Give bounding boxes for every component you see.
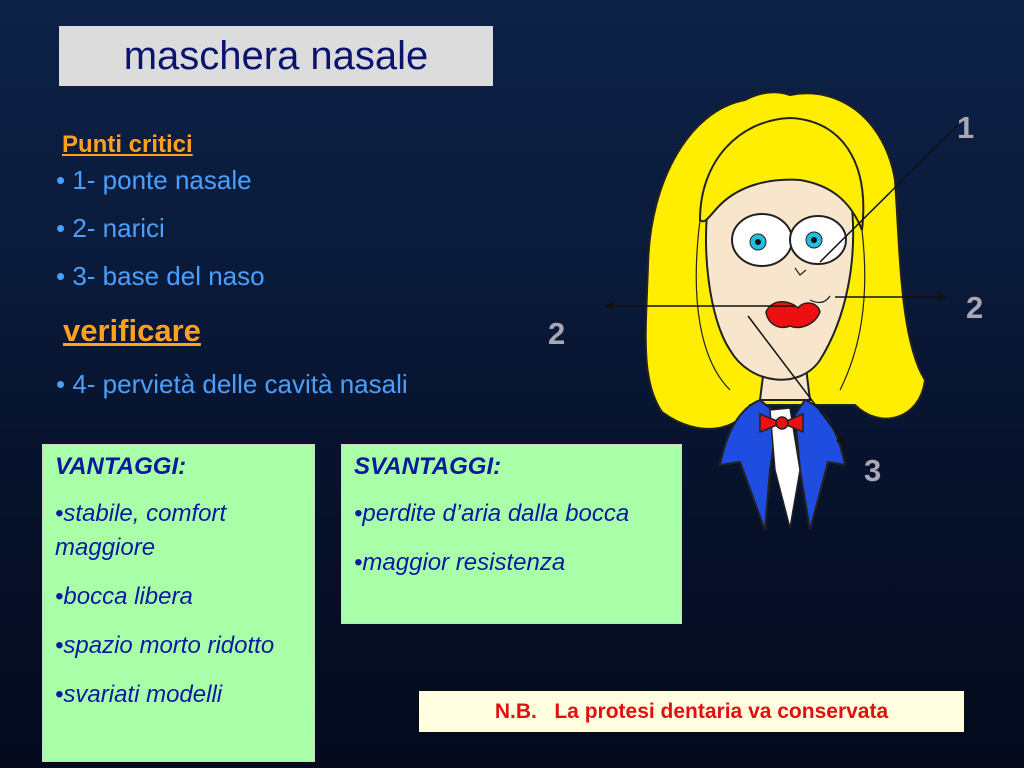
svantaggi-title: SVANTAGGI: [354,453,502,480]
vantaggi-item: •bocca libera [55,583,193,610]
svantaggi-item: •maggior resistenza [354,549,566,576]
vantaggi-box [42,444,315,762]
bullet-ponte-nasale: • 1- ponte nasale [56,165,252,195]
vantaggi-item: •stabile, comfort maggiore [55,500,227,561]
note-box: N.B. La protesi dentaria va conservata [419,691,964,732]
vantaggi-title: VANTAGGI: [55,453,187,480]
label-2-right: 2 [966,290,984,325]
svantaggi-box [341,444,682,624]
label-2-left: 2 [548,316,566,351]
bullet-pervieta: • 4- pervietà delle cavità nasali [56,369,408,399]
punti-critici-heading[interactable]: Punti critici [62,131,193,158]
vantaggi-item: •svariati modelli [55,681,223,708]
bullet-base-naso: • 3- base del naso [56,261,265,291]
verificare-heading[interactable]: verificare [63,313,201,348]
bullet-narici: • 2- narici [56,213,165,243]
svantaggi-item: •perdite d’aria dalla bocca [354,500,630,527]
label-3: 3 [864,453,882,488]
slide-title: maschera nasale [59,26,493,86]
vantaggi-item: •spazio morto ridotto [55,632,275,659]
label-1: 1 [957,110,975,145]
